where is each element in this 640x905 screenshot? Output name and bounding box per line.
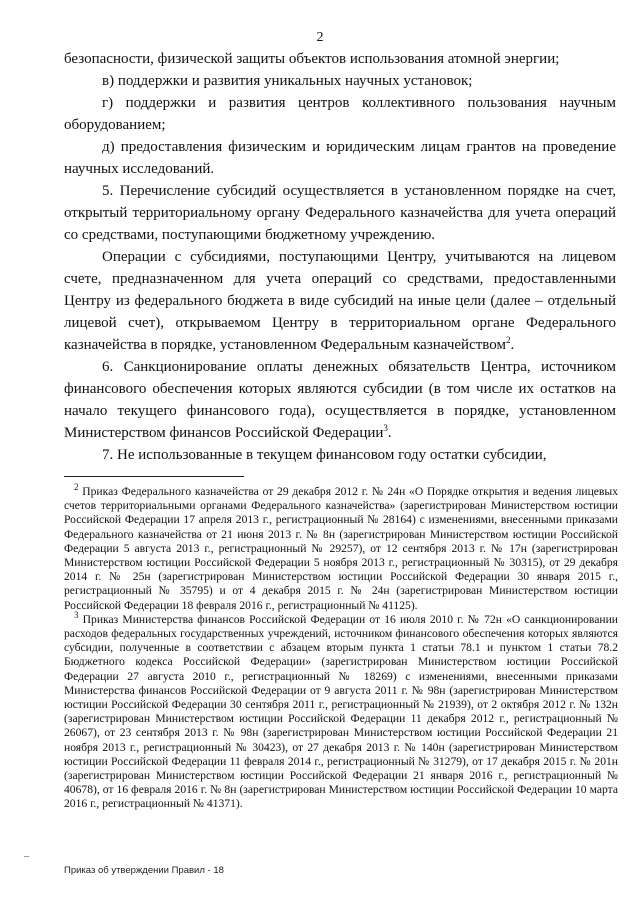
footnote-marker-3: 3	[74, 609, 79, 620]
footnote-3-text: Приказ Министерства финансов Российской Федерации от 16 июля 2010 г. № 72н «О санкционировании расходов федеральных государственных учреждений, источником финансового обеспечения которых являются субсидии, полученные в соответствии с абзацем вторым пункта 1 статьи 78.1 и пунктом 1 статьи 78.2 Бюджетного кодекса Российской Федерации» (зарегистрирован Министерством юстиции Российской Федерации 27 августа 2010 г., регистрационный № 18269) с изменениями, внесенными приказами Министерства финансов Российской Федерации от 9 августа 2011 г. № 98н (зарегистрирован Министерством юстиции Российской Федерации 30 сентября 2011 г., регистрационный № 21939), от 2 октября 2012 г. № 132н (зарегистрирован Министерством юстиции Российской Федерации 11 декабря 2012 г., регистрационный № 26067), от 23 сентября 2013 г. № 98н (зарегистрирован Министерством юстиции Российской Федерации 21 ноября 2013 г., регистрационный № 30423), от 27 декабря 2013 г. № 140н (зарегистрирован Министерством юстиции Российской Федерации 11 февраля 2014 г., регистрационный № 31279), от 17 декабря 2015 г. № 201н (зарегистрирован Министерством юстиции Российской Федерации 21 января 2016 г., регистрационный № 40678), от 16 февраля 2016 г. № 8н (зарегистрирован Министерством юстиции Российской Федерации 10 марта 2016 г., регистрационный № 41371).	[64, 612, 618, 811]
paragraph-6-text: 6. Санкционирование оплаты денежных обязательств Центра, источником финансового обеспечения которых являются субсидии (в том числе их остатков на начало текущего финансового года), осуществляется в порядке, установленном Министерством финансов Российской Федерации	[64, 359, 616, 441]
footnote-2-text: Приказ Федерального казначейства от 29 декабря 2012 г. № 24н «О Порядке открытия и ведения лицевых счетов территориальными органами Федерального казначейства» (зарегистрирован Министерством юстиции Российской Федерации 17 апреля 2013 г., регистрационный № 28164) с изменениями, внесенными приказами Федерального казначейства от 21 июня 2013 г. № 8н (зарегистрирован Министерством юстиции Российской Федерации 5 августа 2013 г., регистрационный № 29257), от 12 сентября 2013 г. № 17н (зарегистрирован Министерством юстиции Российской Федерации 5 ноября 2013 г., регистрационный № 30315), от 29 декабря 2014 г. № 25н (зарегистрирован Министерством юстиции Российской Федерации 30 января 2015 г., регистрационный № 35795) и от 4 декабря 2015 г. № 24н (зарегистрирован Министерством юстиции Российской Федерации 18 февраля 2016 г., регистрационный № 41125).	[64, 485, 618, 612]
footnote-ref-3[interactable]: 3	[383, 423, 388, 433]
document-footer: Приказ об утверждении Правил - 18	[64, 865, 224, 876]
paragraph-item-d: д) предоставления физическим и юридическим лицам грантов на проведение научных исследований.	[64, 139, 616, 177]
footnote-2	[64, 482, 618, 613]
paragraph-5: 5. Перечисление субсидий осуществляется в установленном порядке на счет, открытый территориальному органу Федерального казначейства для учета операций со средствами, поступающими бюджетному учреждению.	[64, 183, 616, 243]
paragraph-6: 6. Санкционирование оплаты денежных обязательств Центра, источником финансового обеспечения которых являются субсидии (в том числе их остатков на начало текущего финансового года), осуществляется в порядке, установленном Министерством финансов Российской Федерации$^3$.	[64, 359, 616, 441]
footnote-ref-2[interactable]: 2	[505, 335, 511, 345]
paragraph-7: 7. Не использованные в текущем финансовом году остатки субсидии,	[102, 447, 547, 463]
footnote-marker-2: 2	[74, 482, 79, 493]
paragraph-security: безопасности, физической защиты объектов использования атомной энергии;	[64, 51, 560, 67]
paragraph-operations-text: Операции с субсидиями, поступающими Центру, учитываются на лицевом счете, предназначенном для учета операций со средствами, предоставленными Центру из федерального бюджета в виде субсидий на иные цели (далее – отдельный лицевой счет), открываемом Центру в территориальном органе Федерального казначейства в порядке, установленном Федеральным казначейством	[64, 249, 616, 353]
paragraph-item-g: г) поддержки и развития центров коллективного пользования научным оборудованием;	[64, 95, 616, 133]
body-text	[64, 48, 616, 466]
paragraph-item-v: в) поддержки и развития уникальных научных установок;	[102, 73, 473, 89]
paragraph-operations: Операции с субсидиями, поступающими Центру, учитываются на лицевом счете, предназначенном для учета операций со средствами, предоставленными Центру из федерального бюджета в виде субсидий на иные цели (далее – отдельный лицевой счет), открываемом Центру в территориальном органе Федерального казначейства в порядке, установленном Федеральным казначейством$^2$.	[64, 249, 616, 353]
footer-mark: –	[24, 851, 29, 862]
page-number: 2	[316, 30, 324, 45]
footnote-divider	[64, 476, 244, 477]
footnote-3	[64, 609, 618, 812]
footnotes	[64, 482, 618, 812]
